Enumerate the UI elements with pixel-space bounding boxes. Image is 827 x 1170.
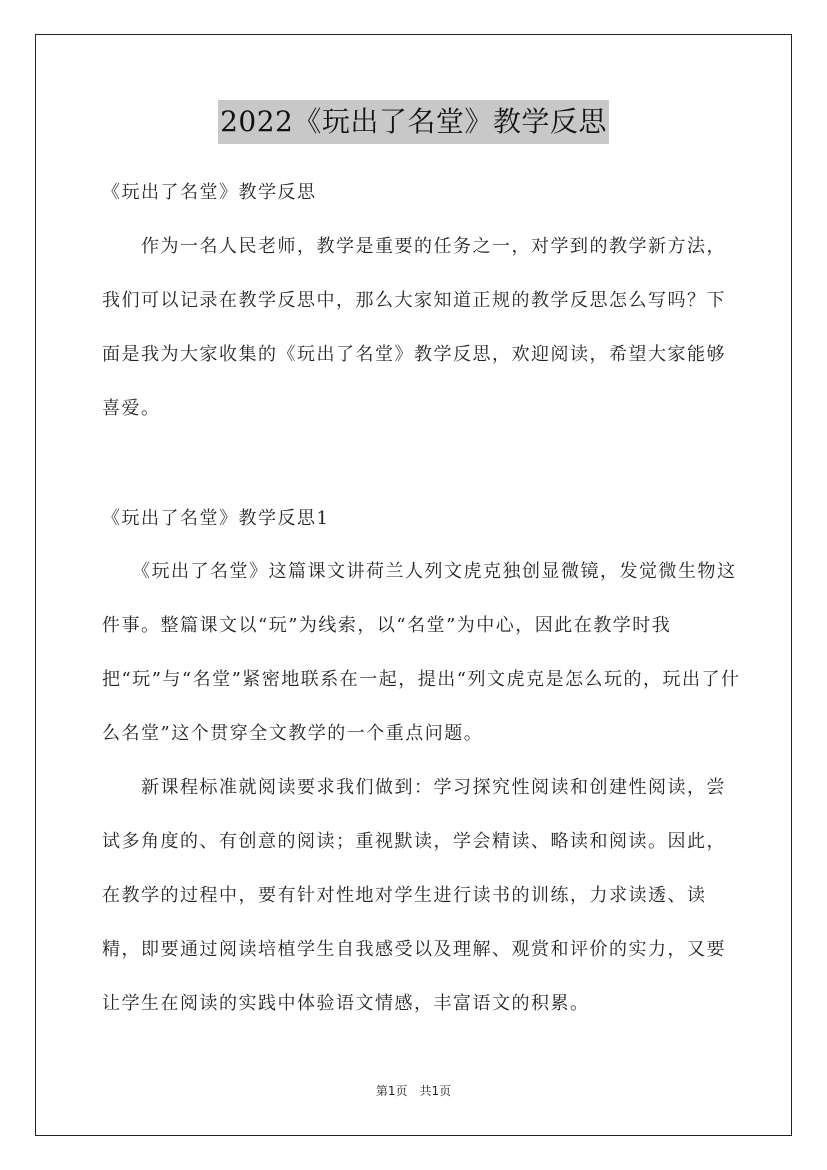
body-paragraph-2: 新课程标准就阅读要求我们做到：学习探究性阅读和创建性阅读，尝试多角度的、有创意的阅读；重视默读，学会精读、略读和阅读。因此，在教学的过程中，要有针对性地对学生进行读书的训练，力求读透、读精，即要通过阅读培植学生自我感受以及理解、观赏和评价的实力，又要让学生在阅读的实践中体验语文情感，丰富语文的积累。 <box>102 777 726 1014</box>
intro-paragraph: 作为一名人民老师，教学是重要的任务之一，对学到的教学新方法，我们可以记录在教学反思中，那么大家知道正规的教学反思怎么写吗？下面是我为大家收集的《玩出了名堂》教学反思，欢迎阅读，希望大家能够喜爱。 <box>102 236 726 419</box>
section-title: 《玩出了名堂》教学反思1 <box>102 508 330 529</box>
title-container <box>0 100 827 144</box>
document-title: 2022《玩出了名堂》教学反思 <box>218 100 609 144</box>
body-paragraph-1: 《玩出了名堂》这篇课文讲荷兰人列文虎克独创显微镜，发觉微生物这件事。整篇课文以“玩”为线索，以“名堂”为中心，因此在教学时我把“玩”与“名堂”紧密地联系在一起，提出“列文虎克是怎么玩的，玩出了什么名堂”这个贯穿全文教学的一个重点问题。 <box>102 561 741 744</box>
document-subtitle: 《玩出了名堂》教学反思 <box>102 182 317 203</box>
page-footer: 第1页 共1页 <box>375 1084 452 1098</box>
